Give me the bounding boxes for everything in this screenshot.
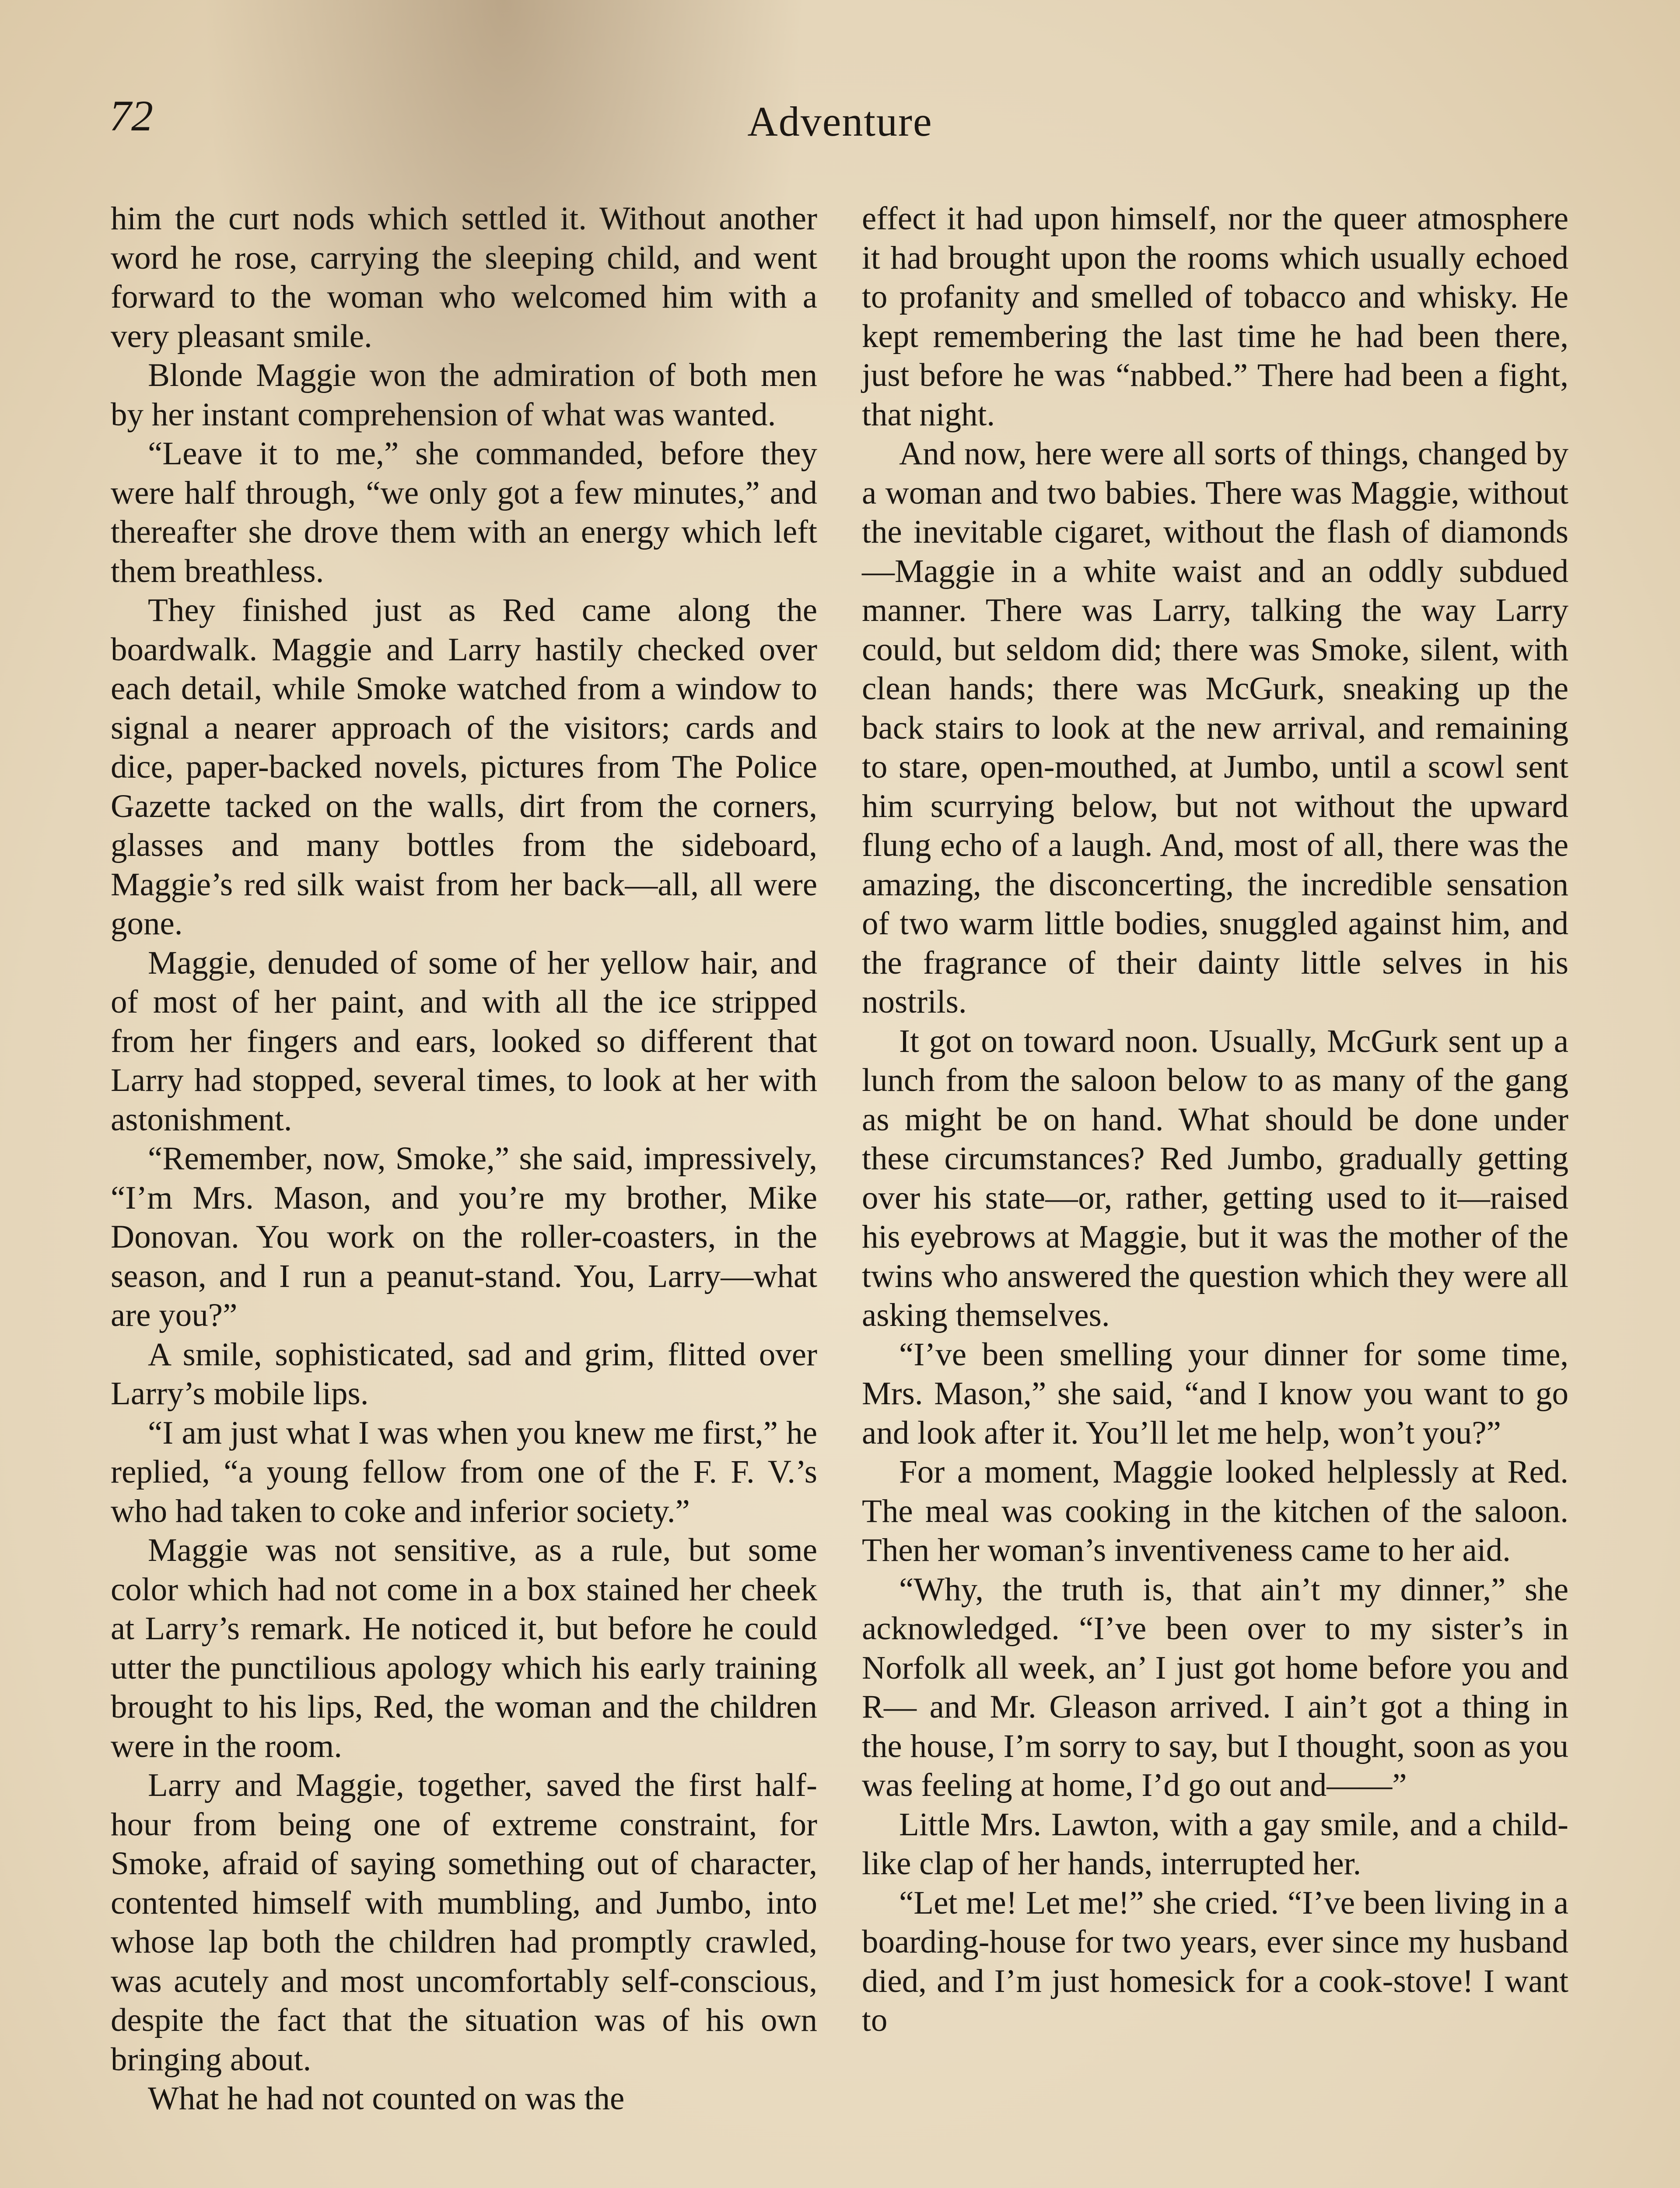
paragraph: Blonde Maggie won the admiration of both men by her instant comprehension of what was wanted. [111,357,817,433]
paragraph: Maggie was not sensitive, as a rule, but some color which had not come in a box stained her cheek at Larry’s remark. He noticed it, but before he could utter the punctilious apology which his early training brought to his lips, Red, the woman and the children were in the room. [111,1532,817,1764]
paragraph: “Leave it to me,” she commanded, before they were half through, “we only got a few minutes,” and thereafter she drove them with an energy which left them breathless. [111,435,817,589]
paragraph: For a moment, Maggie looked helplessly at Red. The meal was cooking in the kitchen of the saloon. Then her woman’s inventiveness came to her aid. [862,1454,1568,1568]
right-column [862,199,1568,2040]
paragraph: What he had not counted on was the [148,2080,625,2117]
paragraph: “I’ve been smelling your dinner for some time, Mrs. Mason,” she said, “and I know you want to go and look after it. You’ll let me help, won’t you?” [862,1336,1568,1451]
page-number: 72 [109,91,153,140]
paragraph: effect it had upon himself, nor the queer atmosphere it had brought upon the rooms which usually echoed to profanity and smelled of tobacco and whisky. He kept remembering the last time he had been there, just before he was “nabbed.” There had been a fight, that night. [862,200,1568,433]
paragraph: Maggie, denuded of some of her yellow hair, and of most of her paint, and with all the ice stripped from her fingers and ears, looked so different that Larry had stopped, several times, to look at her with astonishment. [111,944,817,1138]
paragraph: “Remember, now, Smoke,” she said, impressively, “I’m Mrs. Mason, and you’re my brother, Mike Donovan. You work on the roller-coasters, in the season, and I run a peanut-stand. You, Larry—what are you?” [111,1140,817,1333]
paragraph: “Let me! Let me!” she cried. “I’ve been living in a boarding-house for two years, ever since my husband died, and I’m just homesick for a cook-stove! I want to [862,1884,1568,2038]
paragraph: Little Mrs. Lawton, with a gay smile, and a child-like clap of her hands, interrupted her. [862,1806,1568,1882]
paragraph: “Why, the truth is, that ain’t my dinner,” she acknowledged. “I’ve been over to my sister’s in Norfolk all week, an’ I just got home before you and R— and Mr. Gleason arrived. I ain’t got a thing in the house, I’m sorry to say, but I thought, soon as you was feeling at home, I’d go out and——” [862,1571,1568,1803]
left-column [111,199,817,2118]
paragraph: Larry and Maggie, together, saved the first half-hour from being one of extreme constraint, for Smoke, afraid of saying something out of character, contented himself with mumbling, and Jumbo, into whose lap both the children had promptly crawled, was acutely and most uncomfortably self-conscious, despite the fact that the situation was of his own bringing about. [111,1767,817,2078]
paragraph: And now, here were all sorts of things, changed by a woman and two babies. There was Maggie, without the inevitable cigaret, without the flash of diamonds—Maggie in a white waist and an oddly subdued manner. There was Larry, talking the way Larry could, but seldom did; there was Smoke, silent, with clean hands; there was McGurk, sneaking up the back stairs to look at the new arrival, and remaining to stare, open-mouthed, at Jumbo, until a scowl sent him scurrying below, but not without the upward flung echo of a laugh. And, most of all, there was the amazing, the disconcerting, the incredible sensation of two warm little bodies, snuggled against him, and the fragrance of their dainty little selves in his nostrils. [862,435,1568,1020]
paragraph: “I am just what I was when you knew me first,” he replied, “a young fellow from one of the F. F. V.’s who had taken to coke and inferior society.” [111,1414,817,1529]
paragraph: It got on toward noon. Usually, McGurk sent up a lunch from the saloon below to as many of the gang as might be on hand. What should be done under these circumstances? Red Jumbo, gradually getting over his state—or, rather, getting used to it—raised his eyebrows at Maggie, but it was the mother of the twins who answered the question which they were all asking themselves. [862,1023,1568,1333]
paragraph: They finished just as Red came along the boardwalk. Maggie and Larry hastily checked over each detail, while Smoke watched from a window to signal a nearer approach of the visitors; cards and dice, paper-backed novels, pictures from The Police Gazette tacked on the walls, dirt from the corners, glasses and many bottles from the sideboard, Maggie’s red silk waist from her back—all, all were gone. [111,592,817,942]
paragraph: A smile, sophisticated, sad and grim, flitted over Larry’s mobile lips. [111,1336,817,1412]
paragraph: him the curt nods which settled it. Without another word he rose, carrying the sleeping child, and went forward to the woman who welcomed him with a very pleasant smile. [111,200,817,354]
running-head: Adventure [747,98,933,145]
